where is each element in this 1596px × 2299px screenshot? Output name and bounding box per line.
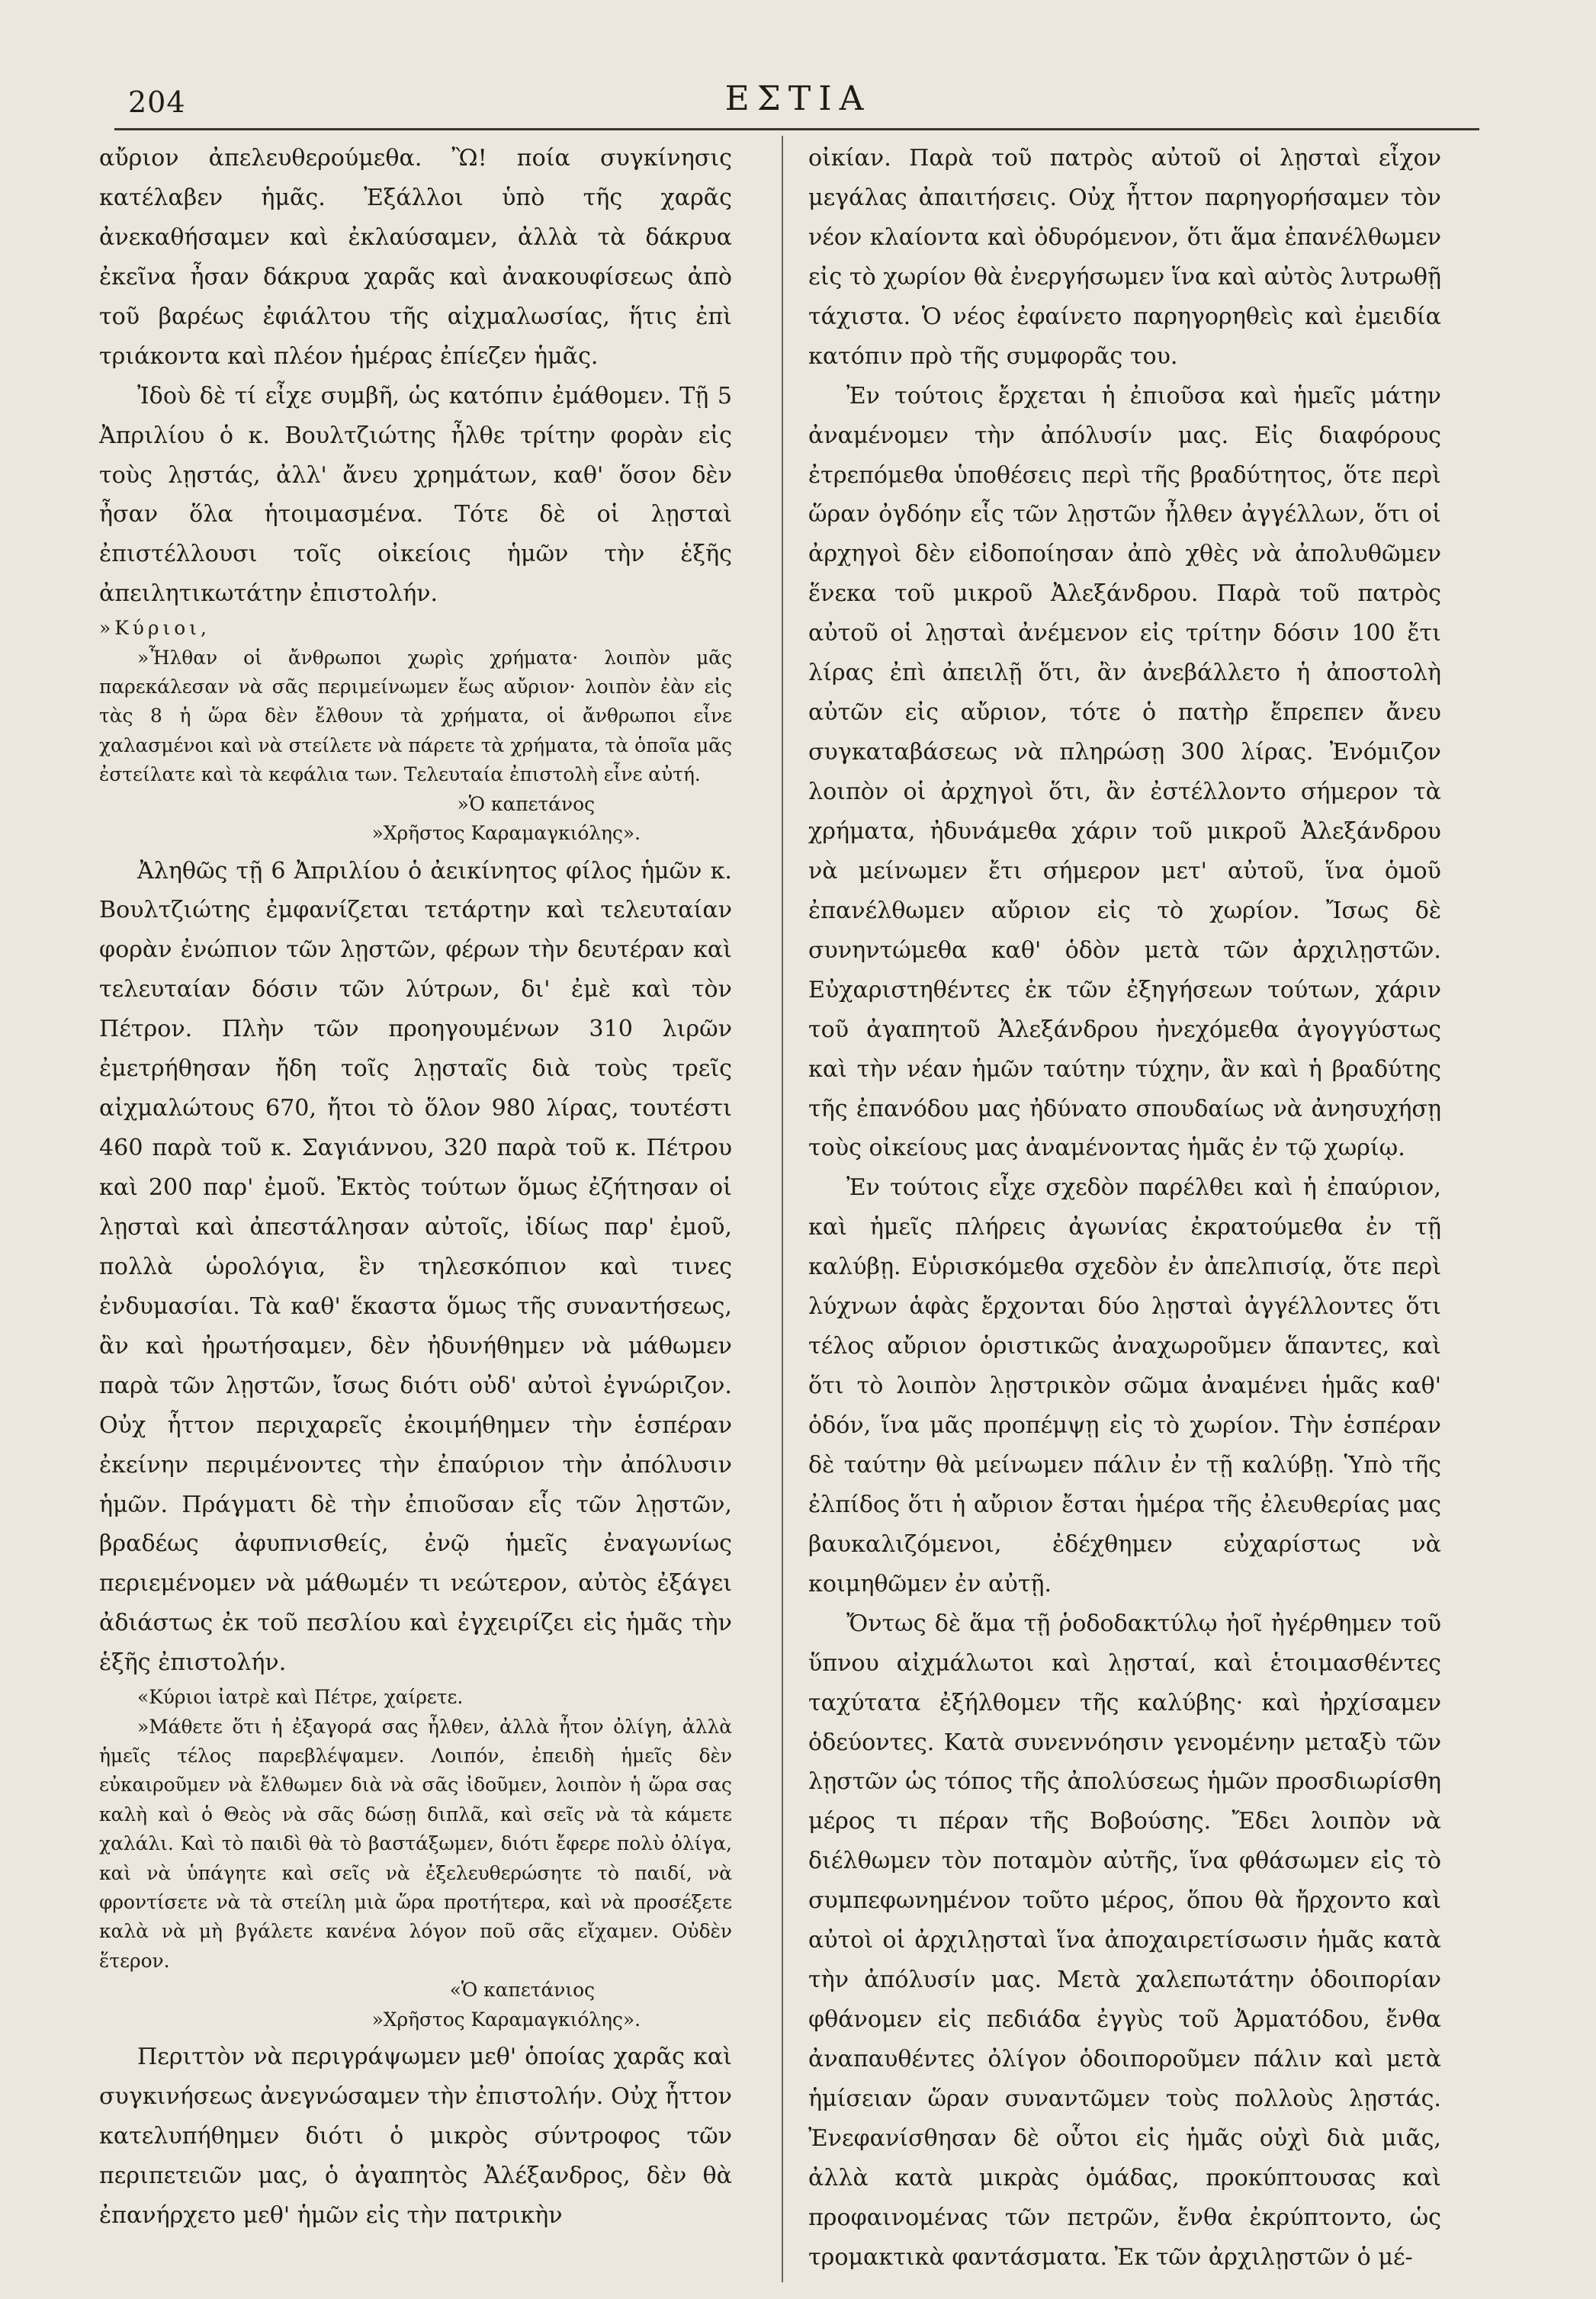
- left-column: [99, 139, 732, 2236]
- running-title: ΕΣΤΙΑ: [724, 79, 872, 118]
- paragraph: Ἰδοὺ δὲ τί εἶχε συμβῆ, ὡς κατόπιν ἐμάθομεν. Τῇ 5 Ἀπριλίου ὁ κ. Βουλτζιώτης ἦλθε τρίτην φορὰν εἰς τοὺς λῃστάς, ἀλλ' ἄνευ χρημάτων, καθ' ὅσον δὲν ἦσαν ὅλα ἡτοιμασμένα. Τότε δὲ οἱ λῃσταὶ ἐπιστέλλουσι τοῖς οἰκείοις ἡμῶν τὴν ἑξῆς ἀπειλητικωτάτην ἐπιστολήν.: [99, 382, 732, 608]
- paragraph: Ἐν τούτοις ἔρχεται ἡ ἐπιοῦσα καὶ ἡμεῖς μάτην ἀναμένομεν τὴν ἀπόλυσίν μας. Εἰς διαφόρους ἐτρεπόμεθα ὑποθέσεις περὶ τῆς βραδύτητος, ὅτε περὶ ὥραν ὀγδόην εἷς τῶν λῃστῶν ἦλθεν ἀγγέλλων, ὅτι οἱ ἀρχηγοὶ δὲν εἰδοποίησαν ἀπὸ χθὲς νὰ ἀπολυθῶμεν ἕνεκα τοῦ μικροῦ Ἀλεξάνδρου. Παρὰ τοῦ πατρὸς αὐτοῦ οἱ λῃσταὶ ἀνέμενον εἰς τρίτην δόσιν 100 ἔτι λίρας ἐπὶ ἀπειλῇ ὅτι, ἂν ἀνεβάλλετο ἡ ἀποστολὴ αὐτῶν εἰς αὔριον, τότε ὁ πατὴρ ἔπρεπεν ἄνευ συγκαταβάσεως νὰ πληρώσῃ 300 λίρας. Ἐνόμιζον λοιπὸν οἱ ἀρχηγοὶ ὅτι, ἂν ἐστέλλοντο σήμερον τὰ χρήματα, ἠδυνάμεθα χάριν τοῦ μικροῦ Ἀλεξάνδρου νὰ μείνωμεν ἔτι σήμερον μετ' αὐτοῦ, ἵνα ὁμοῦ ἐπανέλθωμεν αὔριον εἰς τὸ χωρίον. Ἴσως δὲ συνηντώμεθα καθ' ὁδὸν μετὰ τῶν ἀρχιλῃστῶν. Εὐχαριστηθέντες ἐκ τῶν ἐξηγήσεων τούτων, χάριν τοῦ ἀγαπητοῦ Ἀλεξάνδρου ἠνεχόμεθα ἀγογγύστως καὶ τὴν νέαν ἡμῶν ταύτην τύχην, ἂν καὶ ἡ βραδύτης τῆς ἐπανόδου μας ἠδύνατο σπουδαίως νὰ ἀνησυχήσῃ τοὺς οἰκείους μας ἀναμένοντας ἡμᾶς ἐν τῷ χωρίῳ.: [808, 382, 1441, 1162]
- page-number: 204: [128, 85, 186, 119]
- paragraph: Περιττὸν νὰ περιγράψωμεν μεθ' ὁποίας χαρᾶς καὶ συγκινήσεως ἀνεγνώσαμεν τὴν ἐπιστολήν. Οὐχ ἧττον κατελυπήθημεν διότι ὁ μικρὸς σύντροφος τῶν περιπετειῶν μας, ὁ ἀγαπητὸς Ἀλέξανδρος, δὲν θὰ ἐπανήρχετο μεθ' ἡμῶν εἰς τὴν πατρικὴν: [99, 2044, 732, 2229]
- letter-signature-title: »Ὁ καπετάνος: [457, 792, 595, 815]
- paragraph: αὔριον ἀπελευθερούμεθα. Ὢ! ποία συγκίνησις κατέλαβεν ἡμᾶς. Ἐξάλλοι ὑπὸ τῆς χαρᾶς ἀνεκαθήσαμεν καὶ ἐκλαύσαμεν, ἀλλὰ τὰ δάκρυα ἐκεῖνα ἦσαν δάκρυα χαρᾶς καὶ ἀνακουφίσεως ἀπὸ τοῦ βαρέως ἐφιάλτου τῆς αἰχμαλωσίας, ἥτις ἐπὶ τριάκοντα καὶ πλέον ἡμέρας ἐπίεζεν ἡμᾶς.: [99, 145, 732, 370]
- letter-body: »Μάθετε ὅτι ἡ ἐξαγορά σας ἦλθεν, ἀλλὰ ἦτον ὀλίγη, ἀλλὰ ἡμεῖς τέλος παρεβλέψαμεν. Λοιπόν, ἐπειδὴ ἡμεῖς δὲν εὐκαιροῦμεν νὰ ἔλθωμεν διὰ νὰ σᾶς ἰδοῦμεν, λοιπὸν ἡ ὥρα σας καλὴ καὶ ὁ Θεὸς νὰ σᾶς δώσῃ διπλᾶ, καὶ σεῖς νὰ τὰ κάμετε χαλάλι. Καὶ τὸ παιδὶ θὰ τὸ βαστάξωμεν, διότι ἔφερε πολὺ ὀλίγα, καὶ νὰ ὑπάγητε καὶ σεῖς νὰ ἐξελευθερώσητε τὸ παιδί, νὰ φροντίσετε νὰ τὰ στείλη μιὰ ὥρα προτήτερα, καὶ νὰ προσέξετε καλὰ νὰ μὴ βγάλετε κανένα λόγον ποῦ σᾶς εἴχαμεν. Οὐδὲν ἕτερον.: [99, 1715, 732, 1972]
- paragraph: οἰκίαν. Παρὰ τοῦ πατρὸς αὐτοῦ οἱ λῃσταὶ εἶχον μεγάλας ἀπαιτήσεις. Οὐχ ἧττον παρηγορήσαμεν τὸν νέον κλαίοντα καὶ ὀδυρόμενον, ὅτι ἅμα ἐπανέλθωμεν εἰς τὸ χωρίον θὰ ἐνεργήσωμεν ἵνα καὶ αὐτὸς λυτρωθῇ τάχιστα. Ὁ νέος ἐφαίνετο παρηγορηθεὶς καὶ ἐμειδία κατόπιν πρὸ τῆς συμφορᾶς του.: [808, 145, 1441, 370]
- right-column: [808, 139, 1441, 2278]
- letter-salutation: »Κύριοι,: [99, 617, 210, 640]
- paragraph: Ὄντως δὲ ἅμα τῇ ῥοδοδακτύλῳ ἠοῖ ἠγέρθημεν τοῦ ὕπνου αἰχμάλωτοι καὶ λῃσταί, καὶ ἑτοιμασθέντες ταχύτατα ἐξήλθομεν τῆς καλύβης· καὶ ἠρχίσαμεν ὁδεύοντες. Κατὰ συνεννόησιν γενομένην μεταξὺ τῶν λῃστῶν ὡς τόπος τῆς ἀπολύσεως ἡμῶν προσδιωρίσθη μέρος τι πέραν τῆς Βοβούσης. Ἔδει λοιπὸν νὰ διέλθωμεν τὸν ποταμὸν αὐτῆς, ἵνα φθάσωμεν εἰς τὸ συμπεφωνημένον τοῦτο μέρος, ὅπου θὰ ἤρχοντο καὶ αὐτοὶ οἱ ἀρχιλῃσταὶ ἵνα ἀποχαιρετίσωσιν ἡμᾶς κατὰ τὴν ἀπόλυσίν μας. Μετὰ χαλεπωτάτην ὁδοιπορίαν φθάνομεν εἰς πεδιάδα ἐγγὺς τοῦ Ἀρματόδου, ἔνθα ἀναπαυθέντες ὀλίγον ὁδοιποροῦμεν πάλιν καὶ μετὰ ἡμίσειαν ὥραν συναντῶμεν τοὺς πολλοὺς λῃστάς. Ἐνεφανίσθησαν δὲ οὗτοι εἰς ἡμᾶς οὐχὶ διὰ μιᾶς, ἀλλὰ κατὰ μικρὰς ὁμάδας, προκύπτουσας καὶ προφαινομένας τῶν πετρῶν, ἔνθα ἐκρύπτοντο, ὡς τρομακτικὰ φαντάσματα. Ἐκ τῶν ἀρχιλῃστῶν ὁ μέ-: [808, 1610, 1441, 2271]
- paragraph: Ἀληθῶς τῇ 6 Ἀπριλίου ὁ ἀεικίνητος φίλος ἡμῶν κ. Βουλτζιώτης ἐμφανίζεται τετάρτην καὶ τελευταίαν φορὰν ἐνώπιον τῶν λῃστῶν, φέρων τὴν δευτέραν καὶ τελευταίαν δόσιν τῶν λύτρων, δι' ἐμὲ καὶ τὸν Πέτρον. Πλὴν τῶν προηγουμένων 310 λιρῶν ἐμετρήθησαν ἤδη τοῖς λῃσταῖς διὰ τοὺς τρεῖς αἰχμαλώτους 670, ἤτοι τὸ ὅλον 980 λίρας, τουτέστι 460 παρὰ τοῦ κ. Σαγιάννου, 320 παρὰ τοῦ κ. Πέτρου καὶ 200 παρ' ἐμοῦ. Ἐκτὸς τούτων ὅμως ἐζήτησαν οἱ λῃσταὶ καὶ ἀπεστάλησαν αὐτοῖς, ἰδίως παρ' ἐμοῦ, πολλὰ ὡρολόγια, ἓν τηλεσκόπιον καὶ τινες ἐνδυμασίαι. Τὰ καθ' ἕκαστα ὅμως τῆς συναντήσεως, ἂν καὶ ἠρωτήσαμεν, δὲν ἠδυνήθημεν νὰ μάθωμεν παρὰ τῶν λῃστῶν, ἴσως διότι οὐδ' αὐτοὶ ἐγνώριζον. Οὐχ ἧττον περιχαρεῖς ἐκοιμήθημεν τὴν ἑσπέραν ἐκείνην περιμένοντες τὴν ἐπαύριον τὴν ἀπόλυσιν ἡμῶν. Πράγματι δὲ τὴν ἐπιοῦσαν εἷς τῶν λῃστῶν, βραδέως ἀφυπνισθείς, ἐνῷ ἡμεῖς ἐναγωνίως περιεμένομεν νὰ μάθωμέν τι νεώτερον, αὐτὸς ἐξάγει ἀδιάστως ἐκ τοῦ πεσλίου καὶ ἐγχειρίζει εἰς ἡμᾶς τὴν ἑξῆς ἐπιστολήν.: [99, 857, 732, 1677]
- letter-signature-name: »Χρῆστος Καραμαγκιόλης».: [371, 822, 641, 845]
- header-rule: [114, 128, 1479, 130]
- paragraph: Ἐν τούτοις εἶχε σχεδὸν παρέλθει καὶ ἡ ἐπαύριον, καὶ ἡμεῖς πλήρεις ἀγωνίας ἐκρατούμεθα ἐν τῇ καλύβῃ. Εὑρισκόμεθα σχεδὸν ἐν ἀπελπισίᾳ, ὅτε περὶ λύχνων ἁφὰς ἔρχονται δύο λῃσταὶ ἀγγέλλοντες ὅτι τέλος αὔριον ὁριστικῶς ἀναχωροῦμεν ἅπαντες, καὶ ὅτι τὸ λοιπὸν λῃστρικὸν σῶμα ἀναμένει ἡμᾶς καθ' ὁδόν, ἵνα μᾶς προπέμψῃ εἰς τὸ χωρίον. Τὴν ἑσπέραν δὲ ταύτην θὰ μείνωμεν πάλιν ἐν τῇ καλύβῃ. Ὑπὸ τῆς ἐλπίδος ὅτι ἡ αὔριον ἔσται ἡμέρα τῆς ἐλευθερίας μας βαυκαλιζόμενοι, ἐδέχθημεν εὐχαρίστως νὰ κοιμηθῶμεν ἐν αὐτῇ.: [808, 1174, 1441, 1597]
- letter-salutation: «Κύριοι ἰατρὲ καὶ Πέτρε, χαίρετε.: [137, 1686, 464, 1709]
- letter-signature-title: «Ὁ καπετάνιος: [449, 1979, 595, 2002]
- letter-body: »Ἦλθαν οἱ ἄνθρωποι χωρὶς χρήματα· λοιπὸν μᾶς παρεκάλεσαν νὰ σᾶς περιμείνωμεν ἕως αὔριον· λοιπὸν ἐὰν εἰς τὰς 8 ἡ ὥρα δὲν ἔλθουν τὰ χρήματα, οἱ ἄνθρωποι εἶνε χαλασμένοι καὶ νὰ στείλετε νὰ πάρετε τὰ χρήματα, τὰ ὁποῖα μᾶς ἐστείλατε καὶ τὰ κεφάλια των. Τελευταία ἐπιστολὴ εἶνε αὐτή.: [99, 646, 732, 786]
- letter-signature-name: »Χρῆστος Καραμαγκιόλης».: [371, 2008, 641, 2031]
- column-divider: [782, 136, 783, 2282]
